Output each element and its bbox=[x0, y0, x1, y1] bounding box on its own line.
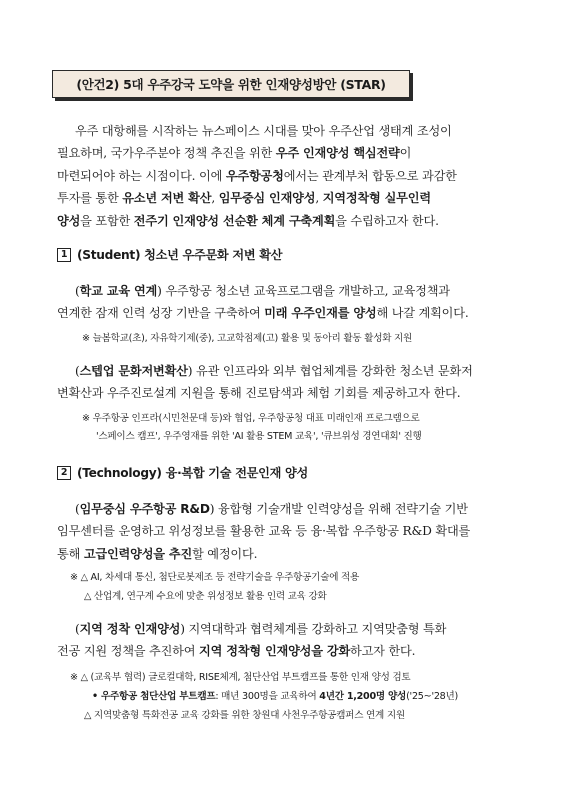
stepup-note-2: '스페이스 캠프', 우주영재를 위한 'AI 활용 STEM 교육', '큐브위성 경연대회' 진행 bbox=[96, 431, 422, 442]
section-1-heading bbox=[57, 246, 282, 263]
intro-line-4: 투자를 통한 유소년 저변 확산, 임무중심 인재양성, 지역정착형 실무인력 bbox=[57, 191, 431, 206]
school-education-paragraph bbox=[57, 280, 512, 325]
intro-line-1: 우주 대항해를 시작하는 뉴스페이스 시대를 맞아 우주산업 생태계 조성이 bbox=[75, 124, 452, 138]
mission-rnd-paragraph bbox=[57, 498, 512, 565]
agenda-title-box bbox=[52, 70, 410, 98]
school-note: ※ 늘봄학교(초), 자유학기제(중), 고교학점제(고) 활용 및 동아리 활동 활성화 지원 bbox=[82, 333, 413, 344]
mission-note-2: △ 산업계, 연구계 수요에 맞춘 위성정보 활용 인력 교육 강화 bbox=[84, 591, 327, 602]
regional-note-bootcamp: • 우주항공 첨단산업 부트캠프: 매년 300명을 교육하여 4년간 1,200명 양성('25~'28년) bbox=[92, 691, 459, 702]
mission-line-3: 통해 고급인력양성을 추진할 예정이다. bbox=[57, 546, 258, 561]
stepup-paragraph bbox=[57, 360, 512, 405]
regional-line-1: (지역 정착 인재양성) 지역대학과 협력체계를 강화하고 지역맞춤형 특화 bbox=[75, 622, 447, 636]
school-line-2: 연계한 잠재 인력 성장 기반을 구축하여 미래 우주인재를 양성해 나갈 계획이다. bbox=[57, 306, 469, 321]
mission-line-2: 임무센터를 운영하고 위성정보를 활용한 교육 등 융·복합 우주항공 R&D 확대를 bbox=[57, 524, 471, 539]
intro-line-5: 양성을 포함한 전주기 인재양성 선순환 체계 구축계획을 수립하고자 한다. bbox=[57, 213, 439, 228]
stepup-line-1: (스텝업 문화저변확산) 유관 인프라와 외부 협업체계를 강화한 청소년 문화저 bbox=[75, 364, 473, 378]
stepup-note-1: ※ 우주항공 인프라(시민천문대 등)와 협업, 우주항공청 대표 미래인재 프로그램으로 bbox=[82, 413, 420, 424]
section-2-heading bbox=[57, 464, 308, 481]
regional-line-2: 전공 지원 정책을 추진하여 지역 정착형 인재양성을 강화하고자 한다. bbox=[57, 644, 416, 659]
agenda-title: (안건2) 5대 우주강국 도약을 위한 인재양성방안 (STAR) bbox=[76, 77, 386, 92]
intro-paragraph bbox=[57, 120, 512, 232]
mission-line-1: (임무중심 우주항공 R&D) 융합형 기술개발 인력양성을 위해 전략기술 기반 bbox=[75, 502, 468, 516]
section-number-box: 2 bbox=[57, 466, 71, 480]
intro-line-2: 필요하며, 국가우주분야 정책 추진을 위한 우주 인재양성 핵심전략이 bbox=[57, 146, 412, 161]
regional-note-1: ※ △ (교육부 협력) 글로컬대학, RISE체계, 첨단산업 부트캠프를 통한 인재 양성 검토 bbox=[70, 672, 411, 683]
school-line-1: (학교 교육 연계) 우주항공 청소년 교육프로그램을 개발하고, 교육정책과 bbox=[75, 284, 450, 298]
section-2-title: (Technology) 융·복합 기술 전문인재 양성 bbox=[77, 466, 308, 480]
regional-paragraph bbox=[57, 618, 512, 663]
stepup-line-2: 변확산과 우주진로설계 지원을 통해 진로탐색과 체험 기회를 제공하고자 한다. bbox=[57, 386, 461, 401]
section-number-box: 1 bbox=[57, 248, 71, 262]
intro-line-3: 마련되어야 하는 시점이다. 이에 우주항공청에서는 관계부처 합동으로 과감한 bbox=[57, 168, 457, 183]
section-1-title: (Student) 청소년 우주문화 저변 확산 bbox=[77, 248, 283, 262]
regional-note-2: △ 지역맞춤형 특화전공 교육 강화를 위한 창원대 사천우주항공캠퍼스 연계 지원 bbox=[84, 710, 405, 721]
mission-note-1: ※ △ AI, 차세대 통신, 첨단로봇제조 등 전략기술을 우주항공기술에 적용 bbox=[70, 572, 360, 583]
